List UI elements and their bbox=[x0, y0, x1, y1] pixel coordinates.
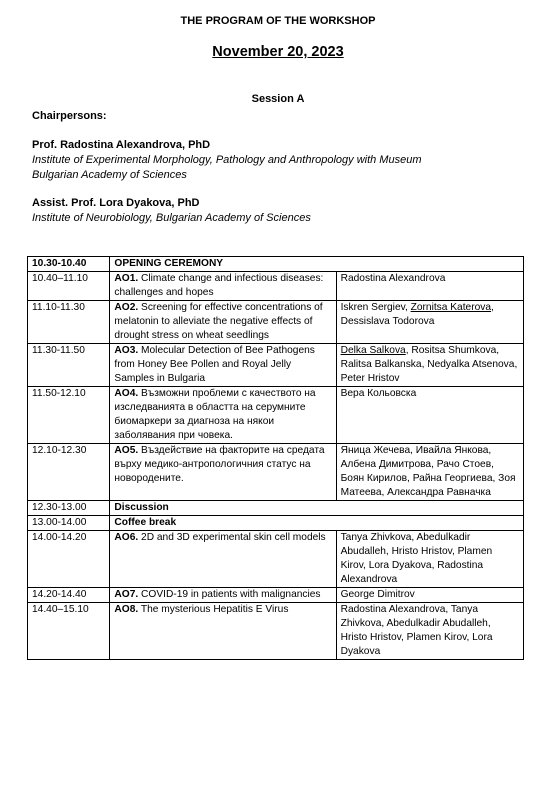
time-cell: 14.20-14.40 bbox=[28, 588, 110, 603]
table-row bbox=[28, 501, 524, 516]
talk-code: AO5. bbox=[114, 445, 139, 456]
table-row bbox=[28, 531, 524, 588]
talk-code: AO2. bbox=[114, 302, 139, 313]
table-row bbox=[28, 272, 524, 301]
talk-title: 2D and 3D experimental skin cell models bbox=[138, 532, 326, 543]
time-cell: 10.40–11.10 bbox=[28, 272, 110, 301]
talk-title-cell bbox=[110, 603, 336, 660]
table-row bbox=[28, 603, 524, 660]
chairperson-1 bbox=[32, 138, 422, 183]
chairperson-name: Prof. Radostina Alexandrova, PhD bbox=[32, 139, 211, 151]
talk-code: AO7. bbox=[114, 589, 139, 600]
talk-title: Въздействие на факторите на средата върху медико-антропологичния статус на новородените. bbox=[114, 445, 325, 484]
chairperson-affiliation: Institute of Neurobiology, Bulgarian Academy of Sciences bbox=[32, 212, 311, 224]
author-text: Iskren Sergiev, bbox=[340, 302, 411, 313]
talk-title: COVID-19 in patients with malignancies bbox=[138, 589, 321, 600]
author-text: , Rositsa Shumkova, Ralitsa Balkanska, Nedyalka Atsenova, Peter Hristov bbox=[340, 345, 518, 384]
talk-authors bbox=[336, 344, 523, 387]
chairpersons-heading: Chairpersons: bbox=[32, 110, 107, 122]
time-cell: 10.30-10.40 bbox=[28, 257, 110, 272]
table-row bbox=[28, 257, 524, 272]
document-title: THE PROGRAM OF THE WORKSHOP bbox=[180, 15, 376, 27]
table-row bbox=[28, 516, 524, 531]
time-cell: 14.40–15.10 bbox=[28, 603, 110, 660]
talk-title: Възможни проблеми с качеството на изследванията в областта на серумните биомаркери за диагноза на някои заболявания при човека. bbox=[114, 388, 316, 441]
talk-code: AO1. bbox=[114, 273, 139, 284]
time-cell: 14.00-14.20 bbox=[28, 531, 110, 588]
presenting-author: Delka Salkova bbox=[340, 345, 406, 356]
talk-title: The mysterious Hepatitis E Virus bbox=[138, 604, 289, 615]
program-table bbox=[27, 256, 524, 660]
table-row bbox=[28, 444, 524, 501]
table-row bbox=[28, 588, 524, 603]
table-row bbox=[28, 344, 524, 387]
talk-title-cell bbox=[110, 272, 336, 301]
talk-title-cell bbox=[110, 531, 336, 588]
talk-authors: George Dimitrov bbox=[336, 588, 523, 603]
talk-title: Screening for effective concentrations of melatonin to alleviate the negative effects of drought stress on wheat seedlings bbox=[114, 302, 323, 341]
talk-code: AO6. bbox=[114, 532, 139, 543]
author-text: , Dessislava Todorova bbox=[340, 302, 494, 327]
workshop-date: November 20, 2023 bbox=[212, 44, 344, 60]
talk-title-cell bbox=[110, 344, 336, 387]
time-cell: 11.50-12.10 bbox=[28, 387, 110, 444]
time-cell: 11.10-11.30 bbox=[28, 301, 110, 344]
talk-code: AO4. bbox=[114, 388, 139, 399]
talk-title-cell bbox=[110, 387, 336, 444]
table-row bbox=[28, 387, 524, 444]
talk-title-cell bbox=[110, 588, 336, 603]
talk-title-cell bbox=[110, 444, 336, 501]
talk-authors bbox=[336, 301, 523, 344]
talk-title: Climate change and infectious diseases: challenges and hopes bbox=[114, 273, 324, 298]
time-cell: 12.30-13.00 bbox=[28, 501, 110, 516]
talk-code: AO8. bbox=[114, 604, 139, 615]
talk-title-cell bbox=[110, 301, 336, 344]
chairperson-name: Assist. Prof. Lora Dyakova, PhD bbox=[32, 197, 200, 209]
chairperson-affiliation: Institute of Experimental Morphology, Pathology and Anthropology with Museum bbox=[32, 154, 422, 166]
time-cell: 12.10-12.30 bbox=[28, 444, 110, 501]
talk-authors: Яница Жечева, Ивайла Янкова, Албена Димитрова, Рачо Стоев, Боян Кирилов, Райна Георгиева, Зоя Матеева, Александра Равначка bbox=[336, 444, 523, 501]
session-title: Session A bbox=[251, 93, 305, 105]
talk-authors: Radostina Alexandrova, Tanya Zhivkova, Abedulkadir Abudalleh, Hristo Hristov, Plamen Kirov, Lora Dyakova bbox=[336, 603, 523, 660]
talk-code: AO3. bbox=[114, 345, 139, 356]
talk-authors: Radostina Alexandrova bbox=[336, 272, 523, 301]
time-cell: 11.30-11.50 bbox=[28, 344, 110, 387]
table-row bbox=[28, 301, 524, 344]
discussion-label: Discussion bbox=[110, 501, 524, 516]
opening-ceremony: OPENING CEREMONY bbox=[110, 257, 524, 272]
chairperson-affiliation: Bulgarian Academy of Sciences bbox=[32, 169, 187, 181]
chairperson-2 bbox=[32, 196, 311, 226]
coffee-break-label: Coffee break bbox=[110, 516, 524, 531]
talk-authors: Tanya Zhivkova, Abedulkadir Abudalleh, Hristo Hristov, Plamen Kirov, Lora Dyakova, Radostina Alexandrova bbox=[336, 531, 523, 588]
talk-title: Molecular Detection of Bee Pathogens from Honey Bee Pollen and Royal Jelly Samples in Bulgaria bbox=[114, 345, 315, 384]
presenting-author: Zornitsa Katerova bbox=[410, 302, 492, 313]
talk-authors: Вера Кольовска bbox=[336, 387, 523, 444]
time-cell: 13.00-14.00 bbox=[28, 516, 110, 531]
